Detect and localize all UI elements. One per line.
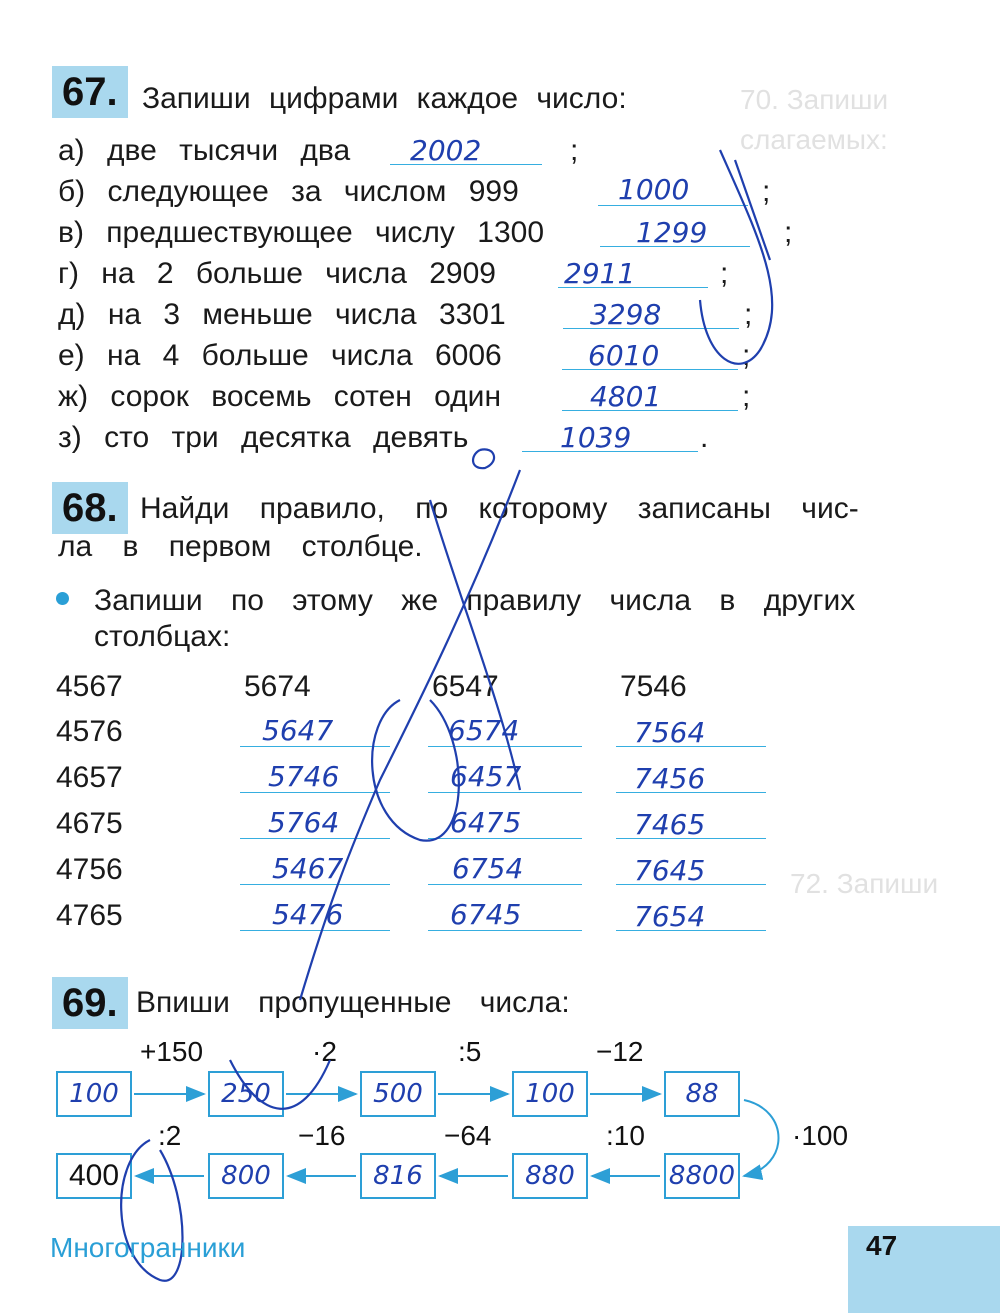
- column-1-cell: 4567: [56, 670, 123, 703]
- task-67-answer: 4801: [590, 380, 662, 413]
- task-67-item: е) на 4 больше числа 6006: [58, 339, 502, 372]
- semicolon: ;: [742, 339, 751, 372]
- column-4-answer: 7645: [634, 854, 706, 887]
- column-2-answer: 5467: [272, 852, 344, 885]
- task-69-number: 69.: [52, 977, 128, 1029]
- task-67-number: 67.: [52, 66, 128, 118]
- task-68-title-line2: ла в первом столбце.: [58, 530, 423, 563]
- column-4-answer: 7654: [634, 900, 706, 933]
- column-1-cell: 4756: [56, 853, 123, 886]
- task-67-answer: 3298: [590, 298, 662, 331]
- operation-label: −12: [596, 1036, 644, 1067]
- task-69-title: Впиши пропущенные числа:: [136, 986, 570, 1019]
- operation-label: :2: [158, 1120, 182, 1151]
- column-4-answer: 7465: [634, 808, 706, 841]
- chain-box: 8800: [664, 1153, 740, 1199]
- column-1-cell: 4675: [56, 807, 123, 840]
- column-2-answer: 5764: [268, 806, 340, 839]
- bleed-through-text: 72. Запиши: [790, 868, 939, 899]
- chain-box: 250: [208, 1071, 284, 1117]
- column-1-cell: 4765: [56, 899, 123, 932]
- bleed-through-text: 70. Запиши: [740, 84, 889, 115]
- task-67-item: г) на 2 больше числа 2909: [58, 257, 496, 290]
- column-3-answer: 6457: [450, 760, 522, 793]
- curved-arrow-icon: [744, 1100, 779, 1176]
- column-4-answer: 7456: [634, 762, 706, 795]
- column-4-answer: 7564: [634, 716, 706, 749]
- chain-box: 100: [512, 1071, 588, 1117]
- chain-box: 400: [56, 1153, 132, 1199]
- column-1-cell: 4657: [56, 761, 123, 794]
- pen-scribbles: [121, 150, 772, 1281]
- page-number: 47: [866, 1230, 898, 1261]
- operation-label: :10: [606, 1120, 645, 1151]
- column-2-answer: 5746: [268, 760, 340, 793]
- task-67-item: д) на 3 меньше числа 3301: [58, 298, 506, 331]
- task-67-answer: 1039: [560, 421, 632, 454]
- operation-label: −16: [298, 1120, 346, 1151]
- chain-box: 880: [512, 1153, 588, 1199]
- period: .: [700, 421, 709, 454]
- task-67-answer: 1000: [618, 173, 690, 206]
- column-2-head: 5674: [244, 670, 311, 703]
- bleed-through-text: слагаемых:: [740, 124, 888, 155]
- chain-box: 100: [56, 1071, 132, 1117]
- column-1-cell: 4576: [56, 715, 123, 748]
- section-title: Многогранники: [50, 1232, 246, 1263]
- task-68-subtitle-line1: Запиши по этому же правилу числа в других: [94, 584, 856, 617]
- column-3-answer: 6754: [452, 852, 524, 885]
- column-3-answer: 6745: [450, 898, 522, 931]
- semicolon: ;: [784, 216, 793, 249]
- semicolon: ;: [762, 175, 771, 208]
- task-68-subtitle-line2: столбцах:: [94, 620, 231, 653]
- column-3-answer: 6574: [448, 714, 520, 747]
- task-67-answer: 1299: [636, 216, 708, 249]
- column-2-answer: 5647: [262, 714, 334, 747]
- semicolon: ;: [570, 134, 579, 167]
- task-68-title-line1: Найди правило, по которому записаны чис-: [140, 492, 859, 525]
- operation-label: ·2: [312, 1036, 337, 1067]
- column-3-head: 6547: [432, 670, 499, 703]
- task-68-number: 68.: [52, 482, 128, 534]
- semicolon: ;: [720, 257, 729, 290]
- task-67-item: в) предшествующее числу 1300: [58, 216, 545, 249]
- task-67-item: б) следующее за числом 999: [58, 175, 519, 208]
- task-67-answer: 2002: [410, 134, 482, 167]
- task-67-item: а) две тысячи два: [58, 134, 351, 167]
- operation-label: −64: [444, 1120, 492, 1151]
- column-4-head: 7546: [620, 670, 687, 703]
- chain-box: 500: [360, 1071, 436, 1117]
- task-67-item: з) сто три десятка девять: [58, 421, 469, 454]
- task-67-item: ж) сорок восемь сотен один: [58, 380, 502, 413]
- chain-box: 816: [360, 1153, 436, 1199]
- operation-label: +150: [140, 1036, 204, 1067]
- top-arrows: [134, 1094, 779, 1176]
- operation-label: ·100: [792, 1120, 849, 1151]
- operation-label: :5: [458, 1036, 482, 1067]
- task-67-title: Запиши цифрами каждое число:: [142, 82, 627, 115]
- task-67-answer: 2911: [564, 257, 636, 290]
- chain-box: 800: [208, 1153, 284, 1199]
- column-3-answer: 6475: [450, 806, 522, 839]
- task-67-answer: 6010: [588, 339, 660, 372]
- semicolon: ;: [742, 380, 751, 413]
- column-2-answer: 5476: [272, 898, 344, 931]
- chain-box: 88: [664, 1071, 740, 1117]
- semicolon: ;: [744, 298, 753, 331]
